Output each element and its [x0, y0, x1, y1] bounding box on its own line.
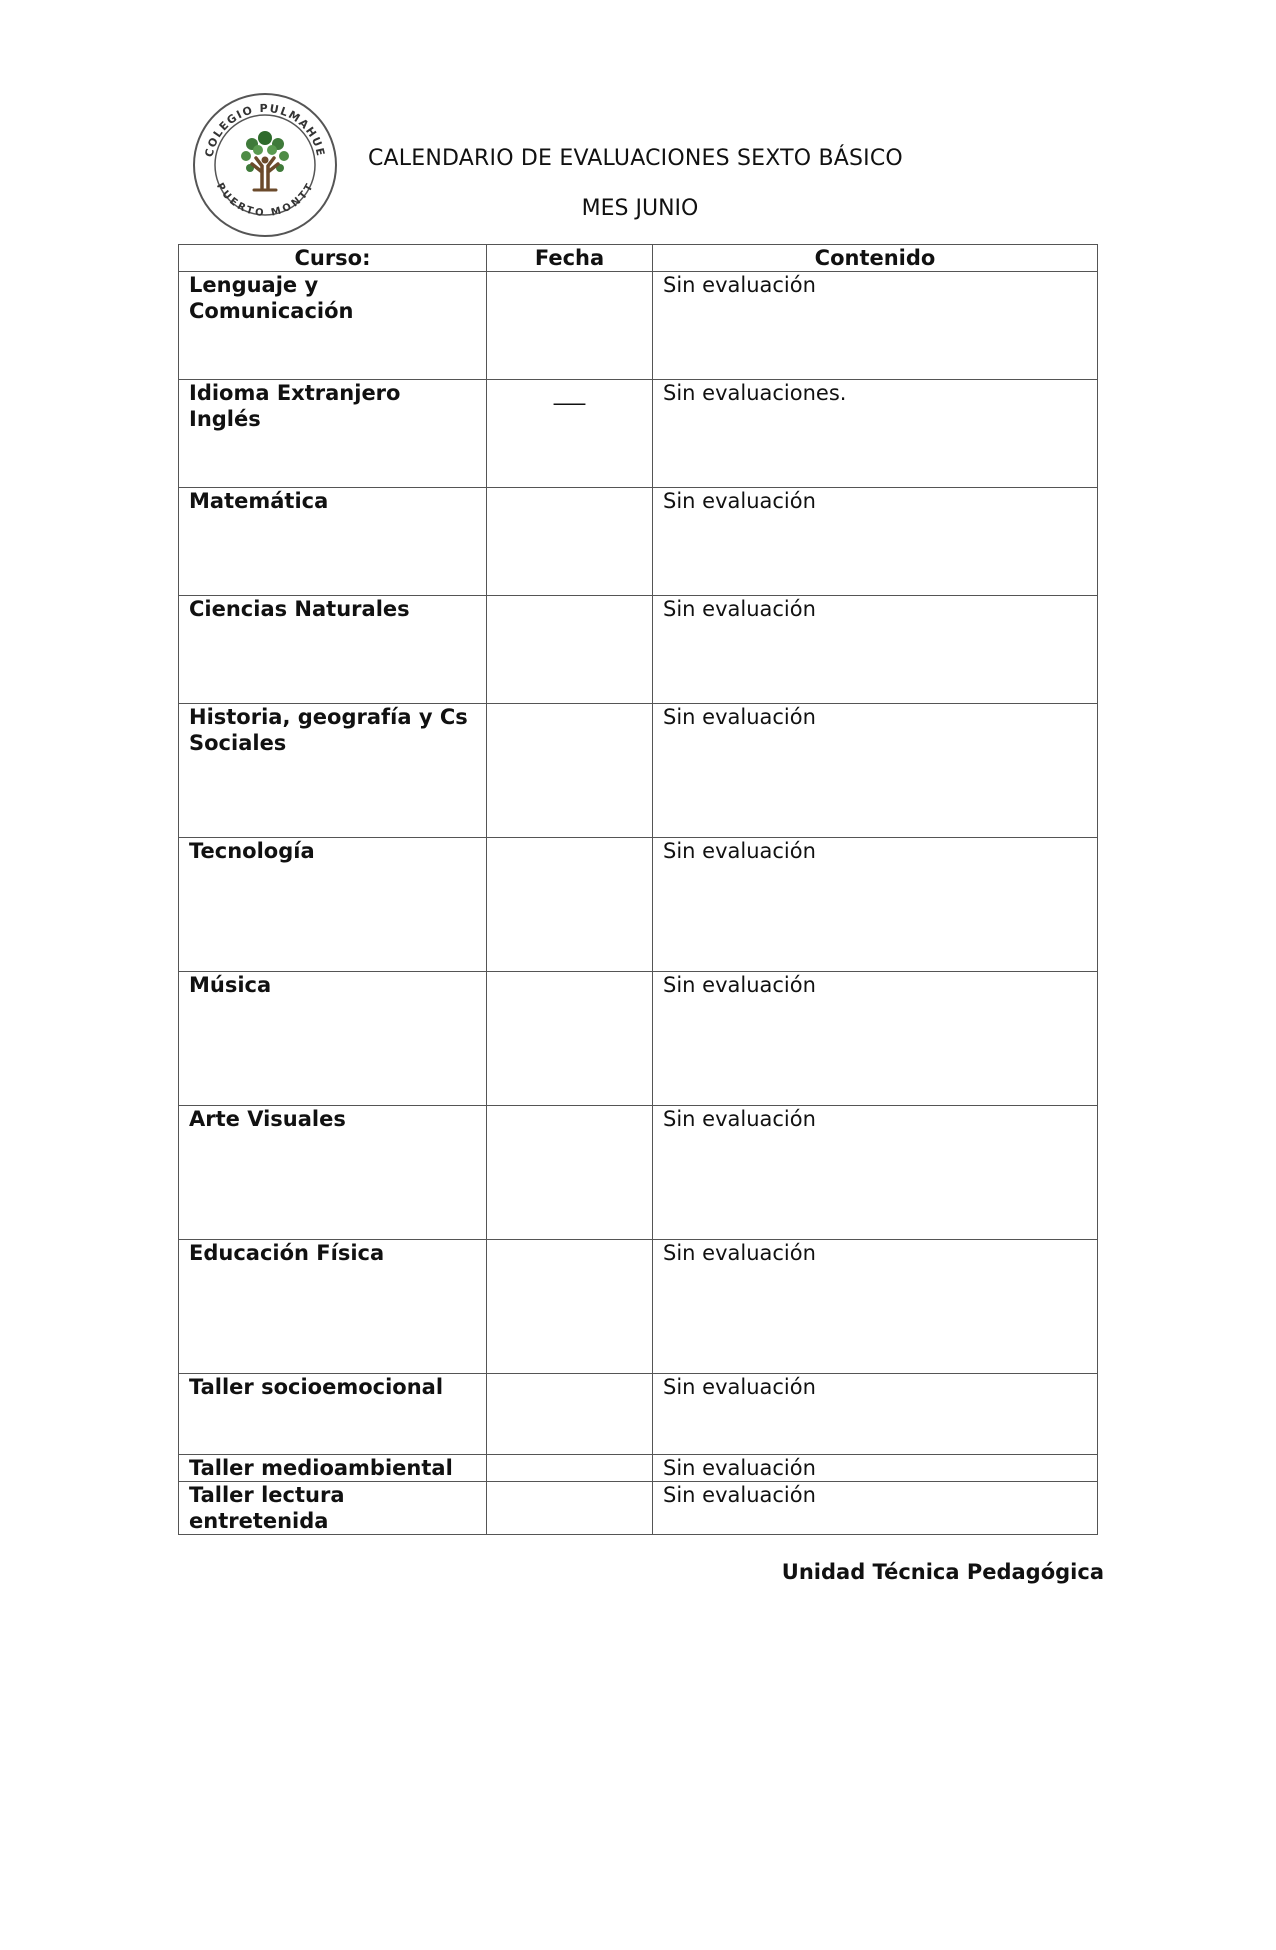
column-header-fecha: Fecha [487, 245, 653, 272]
curso-cell: Taller medioambiental [179, 1455, 487, 1482]
contenido-cell: Sin evaluación [653, 596, 1098, 704]
table-header-row [179, 245, 1098, 272]
curso-cell: Taller socioemocional [179, 1374, 487, 1455]
fecha-cell [487, 704, 653, 838]
tree-icon [241, 131, 289, 190]
school-logo-seal [192, 92, 338, 238]
curso-cell: Taller lectura entretenida [179, 1482, 487, 1535]
contenido-cell: Sin evaluación [653, 838, 1098, 972]
fecha-cell [487, 972, 653, 1106]
curso-cell: Arte Visuales [179, 1106, 487, 1240]
table-row [179, 1106, 1098, 1240]
table-row [179, 1374, 1098, 1455]
fecha-cell [487, 838, 653, 972]
fecha-cell [487, 272, 653, 380]
fecha-cell [487, 596, 653, 704]
curso-cell: Educación Física [179, 1240, 487, 1374]
curso-cell: Idioma Extranjero Inglés [179, 380, 487, 488]
logo-text-bottom: PUERTO MONTT [213, 181, 317, 220]
document-subtitle: MES JUNIO [581, 196, 699, 221]
fecha-cell [487, 1482, 653, 1535]
contenido-cell: Sin evaluación [653, 704, 1098, 838]
table-row [179, 1482, 1098, 1535]
fecha-cell [487, 1455, 653, 1482]
fecha-cell [487, 1106, 653, 1240]
table-row [179, 1240, 1098, 1374]
curso-cell: Historia, geografía y Cs Sociales [179, 704, 487, 838]
document-title: CALENDARIO DE EVALUACIONES SEXTO BÁSICO [368, 146, 903, 171]
table-row [179, 972, 1098, 1106]
table-row [179, 1455, 1098, 1482]
fecha-cell [487, 1374, 653, 1455]
table-row [179, 272, 1098, 380]
curso-cell: Lenguaje y Comunicación [179, 272, 487, 380]
column-header-contenido: Contenido [653, 245, 1098, 272]
contenido-cell: Sin evaluación [653, 1374, 1098, 1455]
table-row [179, 596, 1098, 704]
signature-text: Unidad Técnica Pedagógica [781, 1560, 1104, 1584]
contenido-cell: Sin evaluación [653, 972, 1098, 1106]
curso-cell: Tecnología [179, 838, 487, 972]
evaluations-table [178, 244, 1098, 1535]
logo-text-top: COLEGIO PULMAHUE [202, 101, 328, 159]
contenido-cell: Sin evaluación [653, 272, 1098, 380]
contenido-cell: Sin evaluación [653, 1482, 1098, 1535]
table-row [179, 838, 1098, 972]
contenido-cell: Sin evaluación [653, 1106, 1098, 1240]
curso-cell: Matemática [179, 488, 487, 596]
contenido-cell: Sin evaluación [653, 1240, 1098, 1374]
table-row [179, 704, 1098, 838]
fecha-cell [487, 1240, 653, 1374]
fecha-cell: ___ [487, 380, 653, 488]
contenido-cell: Sin evaluaciones. [653, 380, 1098, 488]
fecha-cell [487, 488, 653, 596]
column-header-curso: Curso: [179, 245, 487, 272]
contenido-cell: Sin evaluación [653, 488, 1098, 596]
curso-cell: Ciencias Naturales [179, 596, 487, 704]
table-row [179, 488, 1098, 596]
table-row [179, 380, 1098, 488]
curso-cell: Música [179, 972, 487, 1106]
svg-text:COLEGIO PULMAHUE [203, 102, 328, 158]
contenido-cell: Sin evaluación [653, 1455, 1098, 1482]
